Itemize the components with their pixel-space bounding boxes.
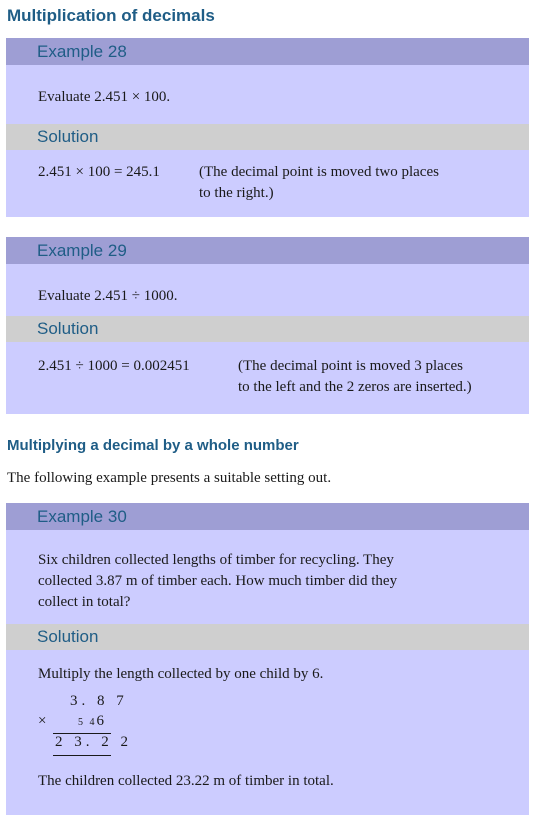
example-30-question-line-1: Six children collected lengths of timber for recycling. They — [38, 552, 394, 568]
example-28-note — [199, 162, 439, 204]
example-28-note-line-1: (The decimal point is moved two places — [199, 164, 439, 180]
example-28-calculation: 2.451 × 100 = 245.1 — [38, 164, 160, 180]
product: 2 3. 2 2 — [55, 734, 132, 750]
example-28-solution-title: Solution — [6, 124, 529, 150]
example-28-box — [6, 38, 529, 217]
example-30-question — [6, 530, 529, 624]
section-title: Multiplication of decimals — [7, 6, 215, 25]
example-29-note — [238, 356, 472, 398]
multiplier-row — [78, 713, 108, 730]
answer-rule-bottom — [53, 755, 111, 756]
example-29-note-line-1: (The decimal point is moved 3 places — [238, 358, 463, 374]
times-sign: × — [38, 713, 51, 729]
example-28-title: Example 28 — [6, 38, 529, 65]
example-28-question: Evaluate 2.451 × 100. — [38, 89, 171, 105]
example-30-multiplication — [38, 693, 529, 757]
multiplicand: 3. 8 7 — [70, 693, 128, 709]
carry-digits: 5 4 — [78, 717, 97, 728]
example-28-working — [6, 162, 529, 228]
example-30-question-line-3: collect in total? — [38, 594, 131, 610]
example-30-question-line-2: collected 3.87 m of timber each. How much timber did they — [38, 573, 398, 589]
example-29-calculation: 2.451 ÷ 1000 = 0.002451 — [38, 358, 190, 374]
example-29-box — [6, 237, 529, 414]
intro-paragraph: The following example presents a suitable setting out. — [7, 470, 332, 486]
subsection-title: Multiplying a decimal by a whole number — [7, 437, 299, 454]
example-30-step: Multiply the length collected by one child by 6. — [38, 666, 324, 682]
example-29-question: Evaluate 2.451 ÷ 1000. — [38, 288, 178, 304]
multiplier: 6 — [96, 713, 108, 729]
example-28-note-line-2: to the right.) — [199, 185, 274, 201]
example-29-solution-title: Solution — [6, 316, 529, 342]
example-30-title: Example 30 — [6, 503, 529, 530]
example-29-note-line-2: to the left and the 2 zeros are inserted.) — [238, 379, 472, 395]
example-30-answer: The children collected 23.22 m of timber in total. — [38, 773, 334, 789]
example-29-title: Example 29 — [6, 237, 529, 264]
example-30-box — [6, 503, 529, 815]
example-30-solution-title: Solution — [6, 624, 529, 650]
example-29-working — [6, 356, 529, 416]
